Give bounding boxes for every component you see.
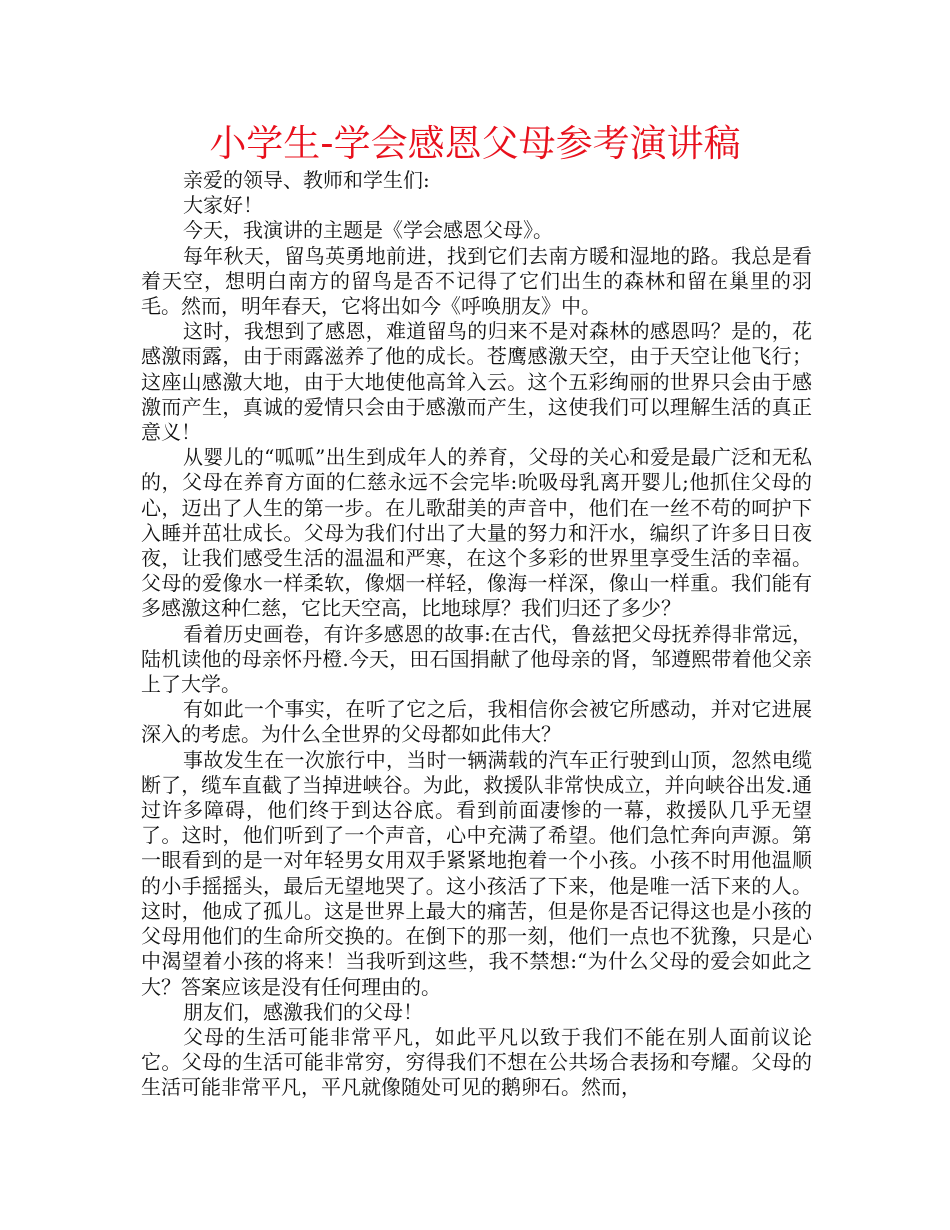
- paragraph-gratitude: 这时，我想到了感恩，难道留鸟的归来不是对森林的感恩吗？是的，花感激雨露，由于雨露滋养了他的成长。苍鹰感激天空，由于天空让他飞行；这座山感激大地，由于大地使他高耸入云。这个五彩绚丽的世界只会由于感激而产生，真诚的爱情只会由于感激而产生，这使我们可以理解生活的真正意义！: [141, 319, 812, 445]
- paragraph-history: 看着历史画卷，有许多感恩的故事:在古代，鲁兹把父母抚养得非常远，陆机读他的母亲怀丹橙.今天，田石国捐献了他母亲的肾，邹遵熙带着他父亲上了大学。: [141, 621, 812, 697]
- paragraph-accident-story: 事故发生在一次旅行中，当时一辆满载的汽车正行驶到山顶，忽然电缆断了，缆车直截了当掉进峡谷。为此，救援队非常快成立，并向峡谷出发.通过许多障碍，他们终于到达谷底。看到前面凄惨的一幕，救援队几乎无望了。这时，他们听到了一个声音，心中充满了希望。他们急忙奔向声源。第一眼看到的是一对年轻男女用双手紧紧地抱着一个小孩。小孩不时用他温顺的小手摇摇头，最后无望地哭了。这小孩活了下来，他是唯一活下来的人。这时，他成了孤儿。这是世界上最大的痛苦，但是你是否记得这也是小孩的父母用他们的生命所交换的。在倒下的那一刻，他们一点也不犹豫，只是心中渴望着小孩的将来！当我听到这些，我不禁想:“为什么父母的爱会如此之大？答案应该是没有任何理由的。: [141, 747, 812, 999]
- paragraph-hello: 大家好！: [183, 193, 263, 218]
- paragraph-autumn-birds: 每年秋天，留鸟英勇地前进，找到它们去南方暖和湿地的路。我总是看着天空，想明白南方的留鸟是否不记得了它们出生的森林和留在巢里的羽毛。然而，明年春天，它将出如今《呼唤朋友》中。: [141, 243, 812, 319]
- paragraph-ordinary-life: 父母的生活可能非常平凡，如此平凡以致于我们不能在别人面前议论它。父母的生活可能非常穷，穷得我们不想在公共场合表扬和夸耀。父母的生活可能非常平凡，平凡就像随处可见的鹅卵石。然而，: [141, 1024, 812, 1100]
- document-body: [141, 168, 812, 1101]
- paragraph-fact: 有如此一个事实，在听了它之后，我相信你会被它所感动，并对它进展深入的考虑。为什么全世界的父母都如此伟大？: [141, 697, 812, 747]
- paragraph-topic: 今天，我演讲的主题是《学会感恩父母》。: [183, 218, 553, 243]
- paragraph-friends: 朋友们，感激我们的父母！: [183, 999, 423, 1024]
- paragraph-parents-love: 从婴儿的“呱呱”出生到成年人的养育，父母的关心和爱是最广泛和无私的，父母在养育方面的仁慈永远不会完毕:吮吸母乳离开婴儿;他抓住父母的心，迈出了人生的第一步。在儿歌甜美的声音中，他们在一丝不苟的呵护下入睡并茁壮成长。父母为我们付出了大量的努力和汗水，编织了许多日日夜夜，让我们感受生活的温温和严寒，在这个多彩的世界里享受生活的幸福。父母的爱像水一样柔软，像烟一样轻，像海一样深，像山一样重。我们能有多感激这种仁慈，它比天空高，比地球厚？我们归还了多少？: [141, 445, 812, 621]
- paragraph-greeting: 亲爱的领导、教师和学生们:: [183, 168, 430, 192]
- document-title: 小学生-学会感恩父母参考演讲稿: [209, 122, 741, 165]
